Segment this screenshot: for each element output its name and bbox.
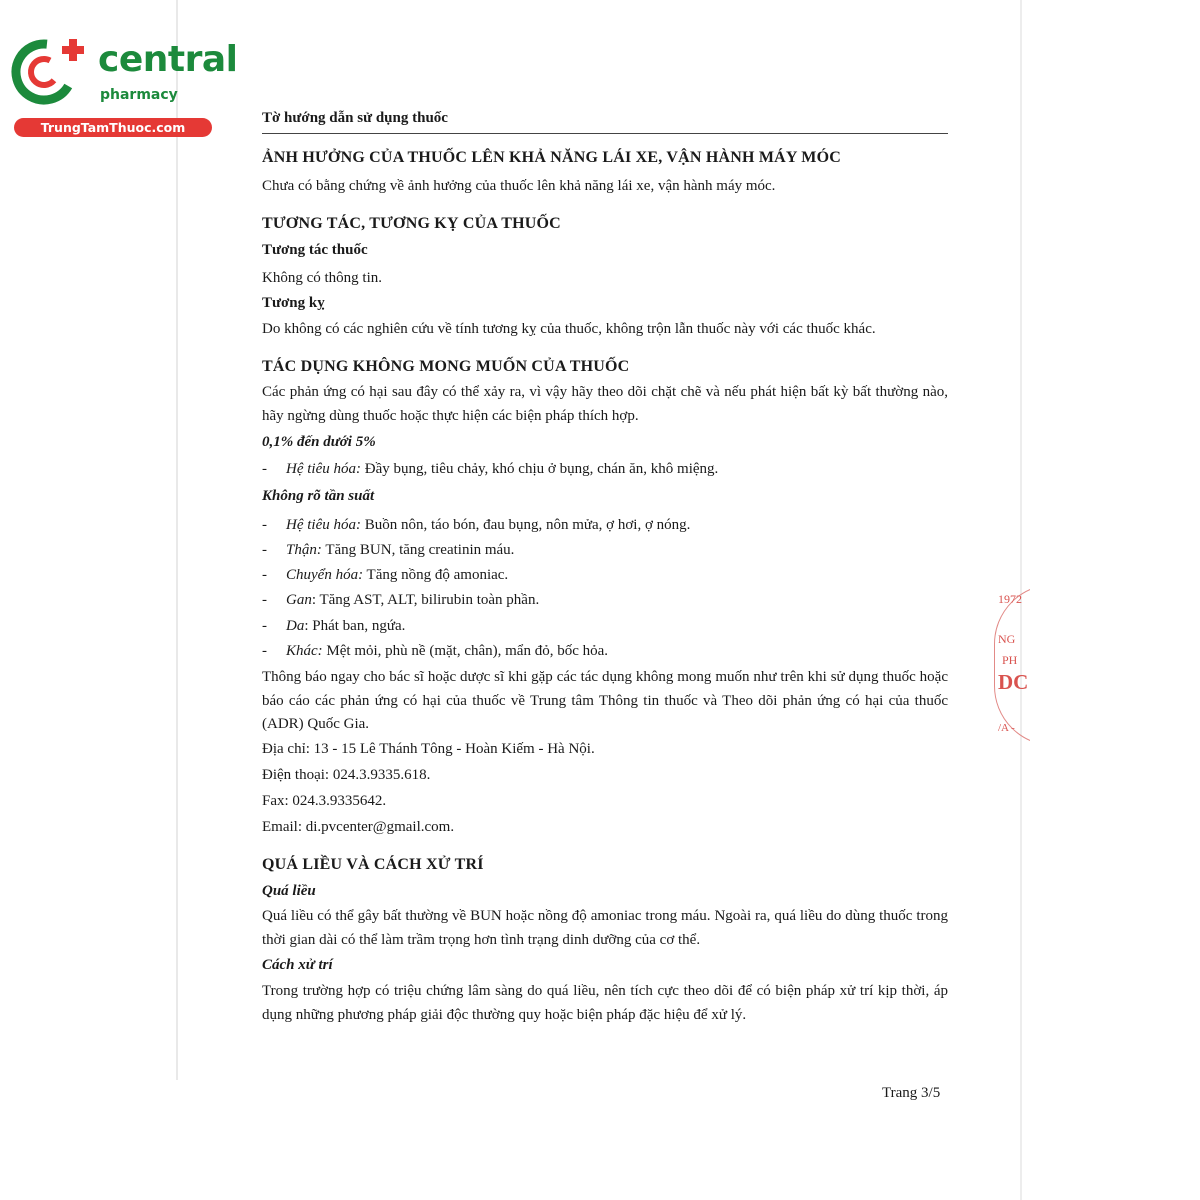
pharmacy-cross-logo-icon xyxy=(10,36,90,108)
adr-email: Email: di.pvcenter@gmail.com. xyxy=(262,819,455,835)
adr-fax: Fax: 024.3.9335642. xyxy=(262,793,387,809)
adverse-item: - Khác: Mệt mỏi, phù nề (mặt, chân), mẩn đỏ, bốc hỏa. xyxy=(262,643,609,659)
section-heading-overdose: QUÁ LIỀU VÀ CÁCH XỬ TRÍ xyxy=(262,856,484,873)
brand-url-badge[interactable]: TrungTamThuoc.com xyxy=(14,118,212,137)
adverse-item: - Da: Phát ban, ngứa. xyxy=(262,618,406,634)
running-header: Tờ hướng dẫn sử dụng thuốc xyxy=(262,110,448,126)
subheading-treatment: Cách xử trí xyxy=(262,957,333,973)
scan-edge-left xyxy=(176,0,178,1080)
driving-body: Chưa có bằng chứng về ảnh hưởng của thuốc lên khả năng lái xe, vận hành máy móc. xyxy=(262,178,776,194)
adverse-item: - Chuyển hóa: Tăng nồng độ amoniac. xyxy=(262,567,509,583)
treatment-body: Trong trường hợp có triệu chứng lâm sàng do quá liều, nên tích cực theo dõi để có biện pháp xử trí kịp thời, áp dụng những phương pháp giải độc thường quy hoặc biện pháp đặc hiệu để xử lý. xyxy=(262,983,948,1023)
brand-logo[interactable] xyxy=(10,36,238,136)
official-stamp-fragment: 1972 NG PH DC /A - xyxy=(990,580,1030,750)
page-number: Trang 3/5 xyxy=(882,1085,941,1101)
adverse-intro: Các phản ứng có hại sau đây có thể xảy ra, vì vậy hãy theo dõi chặt chẽ và nếu phát hiện bất kỳ bất thường nào, hãy ngừng dùng thuốc hoặc thực hiện các biện pháp thích hợp. xyxy=(262,384,948,424)
brand-name: central xyxy=(98,39,238,80)
brand-tagline: pharmacy xyxy=(100,87,178,103)
overdose-body: Quá liều có thể gây bất thường về BUN hoặc nồng độ amoniac trong máu. Ngoài ra, quá liều do dùng thuốc trong thời gian dài có thể làm trầm trọng hơn tình trạng dinh dưỡng của cơ thể. xyxy=(262,908,948,948)
adverse-item: - Gan: Tăng AST, ALT, bilirubin toàn phần. xyxy=(262,592,540,608)
section-heading-adverse: TÁC DỤNG KHÔNG MONG MUỐN CỦA THUỐC xyxy=(262,358,630,375)
section-heading-interactions: TƯƠNG TÁC, TƯƠNG KỴ CỦA THUỐC xyxy=(262,215,561,232)
adr-report-notice: Thông báo ngay cho bác sĩ hoặc dược sĩ khi gặp các tác dụng không mong muốn như trên khi sử dụng thuốc hoặc báo cáo các phản ứng có hại của thuốc về Trung tâm Thông tin thuốc và Theo dõi phản ứng có hại của thuốc (ADR) Quốc Gia. xyxy=(262,669,948,732)
adr-phone: Điện thoại: 024.3.9335.618. xyxy=(262,767,431,783)
adverse-item: - Hệ tiêu hóa: Buồn nôn, táo bón, đau bụng, nôn mửa, ợ hơi, ợ nóng. xyxy=(262,517,691,533)
subheading-interactions: Tương tác thuốc xyxy=(262,242,368,258)
subheading-overdose: Quá liều xyxy=(262,883,316,899)
interactions-body: Không có thông tin. xyxy=(262,270,382,286)
incompatibility-body: Do không có các nghiên cứu về tính tương kỵ của thuốc, không trộn lẫn thuốc này với các thuốc khác. xyxy=(262,321,876,337)
frequency-label-common: 0,1% đến dưới 5% xyxy=(262,434,376,450)
header-divider xyxy=(262,133,948,134)
frequency-label-unknown: Không rõ tần suất xyxy=(262,488,375,504)
subheading-incompatibility: Tương kỵ xyxy=(262,295,325,311)
section-heading-driving: ẢNH HƯỞNG CỦA THUỐC LÊN KHẢ NĂNG LÁI XE, VẬN HÀNH MÁY MÓC xyxy=(262,149,841,166)
adverse-item: - Hệ tiêu hóa: Đầy bụng, tiêu chảy, khó chịu ở bụng, chán ăn, khô miệng. xyxy=(262,461,719,477)
adverse-item: - Thận: Tăng BUN, tăng creatinin máu. xyxy=(262,542,515,558)
adr-address: Địa chỉ: 13 - 15 Lê Thánh Tông - Hoàn Kiếm - Hà Nội. xyxy=(262,741,595,757)
